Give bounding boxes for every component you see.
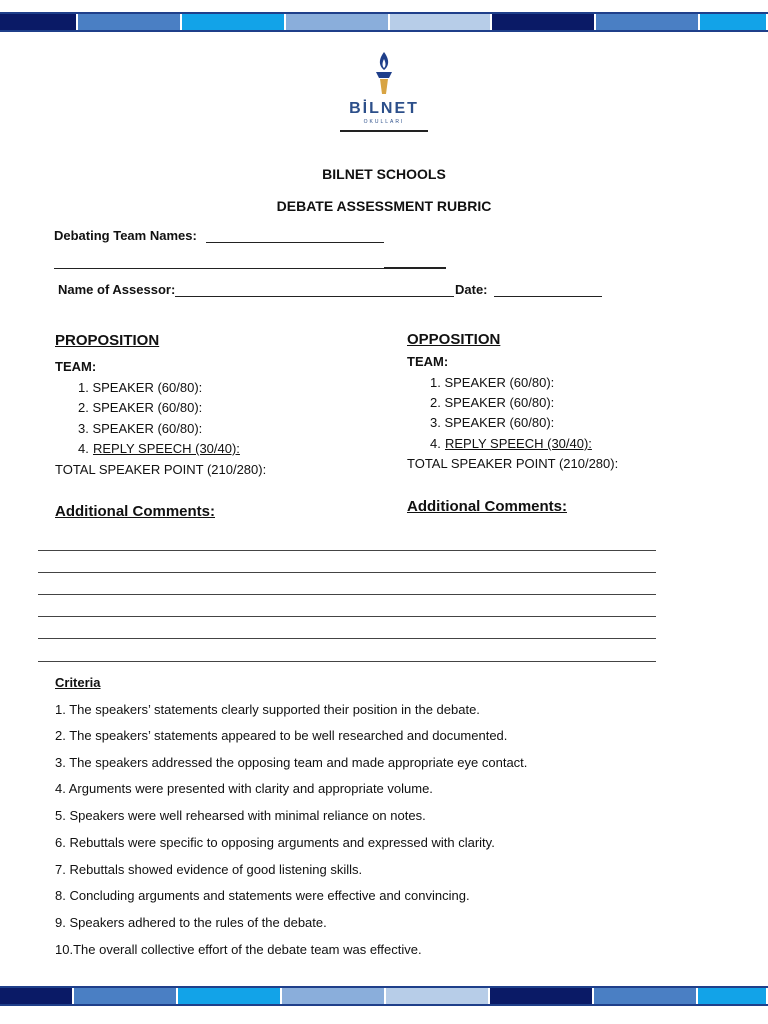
comment-line[interactable] <box>38 572 656 573</box>
criteria-item: 8. Concluding arguments and statements were effective and convincing. <box>55 888 470 903</box>
criteria-item: 10.The overall collective effort of the debate team was effective. <box>55 942 422 957</box>
opposition-speaker-2: 2. SPEAKER (60/80): <box>430 395 555 410</box>
opposition-total: TOTAL SPEAKER POINT (210/280): <box>407 456 619 471</box>
stripe-segment <box>492 14 596 30</box>
stripe-segment <box>182 14 286 30</box>
proposition-team-label: TEAM: <box>55 359 97 374</box>
criteria-item: 7. Rebuttals showed evidence of good listening skills. <box>55 862 363 877</box>
proposition-reply-speech: REPLY SPEECH (30/40): <box>93 441 240 456</box>
opposition-reply-number: 4. <box>430 436 441 451</box>
assessor-label: Name of Assessor: <box>58 282 176 297</box>
stripe-segment <box>698 988 768 1004</box>
stripe-segment <box>596 14 700 30</box>
criteria-item: 6. Rebuttals were specific to opposing arguments and expressed with clarity. <box>55 835 495 850</box>
date-label: Date: <box>455 282 488 297</box>
school-logo <box>338 48 430 134</box>
comment-line[interactable] <box>38 550 656 551</box>
date-field[interactable] <box>494 296 602 297</box>
proposition-speaker-1: 1. SPEAKER (60/80): <box>78 380 203 395</box>
criteria-item: 9. Speakers adhered to the rules of the debate. <box>55 915 327 930</box>
proposition-speaker-2: 2. SPEAKER (60/80): <box>78 400 203 415</box>
stripe-segment <box>594 988 698 1004</box>
team-names-label: Debating Team Names: <box>54 228 197 243</box>
team-names-field-line-2-bold <box>384 267 446 269</box>
stripe-segment <box>490 988 594 1004</box>
proposition-total: TOTAL SPEAKER POINT (210/280): <box>55 462 267 477</box>
top-color-stripe <box>0 14 768 30</box>
comment-line[interactable] <box>38 661 656 662</box>
stripe-segment <box>78 14 182 30</box>
top-stripe-border <box>0 30 768 32</box>
proposition-reply-number: 4. <box>78 441 89 456</box>
proposition-speaker-3: 3. SPEAKER (60/80): <box>78 421 203 436</box>
stripe-segment <box>74 988 178 1004</box>
torch-icon <box>338 48 430 100</box>
comment-line[interactable] <box>38 616 656 617</box>
proposition-comments-heading: Additional Comments: <box>55 503 215 520</box>
criteria-item: 2. The speakers’ statements appeared to be well researched and documented. <box>55 728 508 743</box>
criteria-item: 5. Speakers were well rehearsed with minimal reliance on notes. <box>55 808 426 823</box>
logo-wordmark: BİLNET <box>349 100 419 117</box>
opposition-speaker-1: 1. SPEAKER (60/80): <box>430 375 555 390</box>
document-title: DEBATE ASSESSMENT RUBRIC <box>276 198 492 214</box>
criteria-item: 3. The speakers addressed the opposing team and made appropriate eye contact. <box>55 755 528 770</box>
opposition-team-label: TEAM: <box>407 354 449 369</box>
stripe-segment <box>386 988 490 1004</box>
opposition-reply-speech: REPLY SPEECH (30/40): <box>445 436 592 451</box>
team-names-field[interactable] <box>206 242 384 243</box>
stripe-segment <box>700 14 768 30</box>
opposition-comments-heading: Additional Comments: <box>407 498 567 515</box>
opposition-heading: OPPOSITION <box>407 331 501 348</box>
criteria-item: 4. Arguments were presented with clarity and appropriate volume. <box>55 781 433 796</box>
opposition-speaker-3: 3. SPEAKER (60/80): <box>430 415 555 430</box>
logo-subtitle: OKULLARI <box>363 119 405 125</box>
logo-underline <box>340 130 428 132</box>
stripe-segment <box>282 988 386 1004</box>
proposition-heading: PROPOSITION <box>55 332 160 349</box>
stripe-segment <box>0 988 74 1004</box>
criteria-heading: Criteria <box>55 675 101 690</box>
bottom-stripe-border <box>0 1004 768 1006</box>
stripe-segment <box>286 14 390 30</box>
criteria-item: 1. The speakers’ statements clearly supported their position in the debate. <box>55 702 480 717</box>
assessor-field[interactable] <box>175 296 454 297</box>
bottom-color-stripe <box>0 988 768 1004</box>
comment-line[interactable] <box>38 594 656 595</box>
stripe-segment <box>178 988 282 1004</box>
comment-line[interactable] <box>38 638 656 639</box>
stripe-segment <box>0 14 78 30</box>
stripe-segment <box>390 14 492 30</box>
school-name: BILNET SCHOOLS <box>322 166 446 182</box>
